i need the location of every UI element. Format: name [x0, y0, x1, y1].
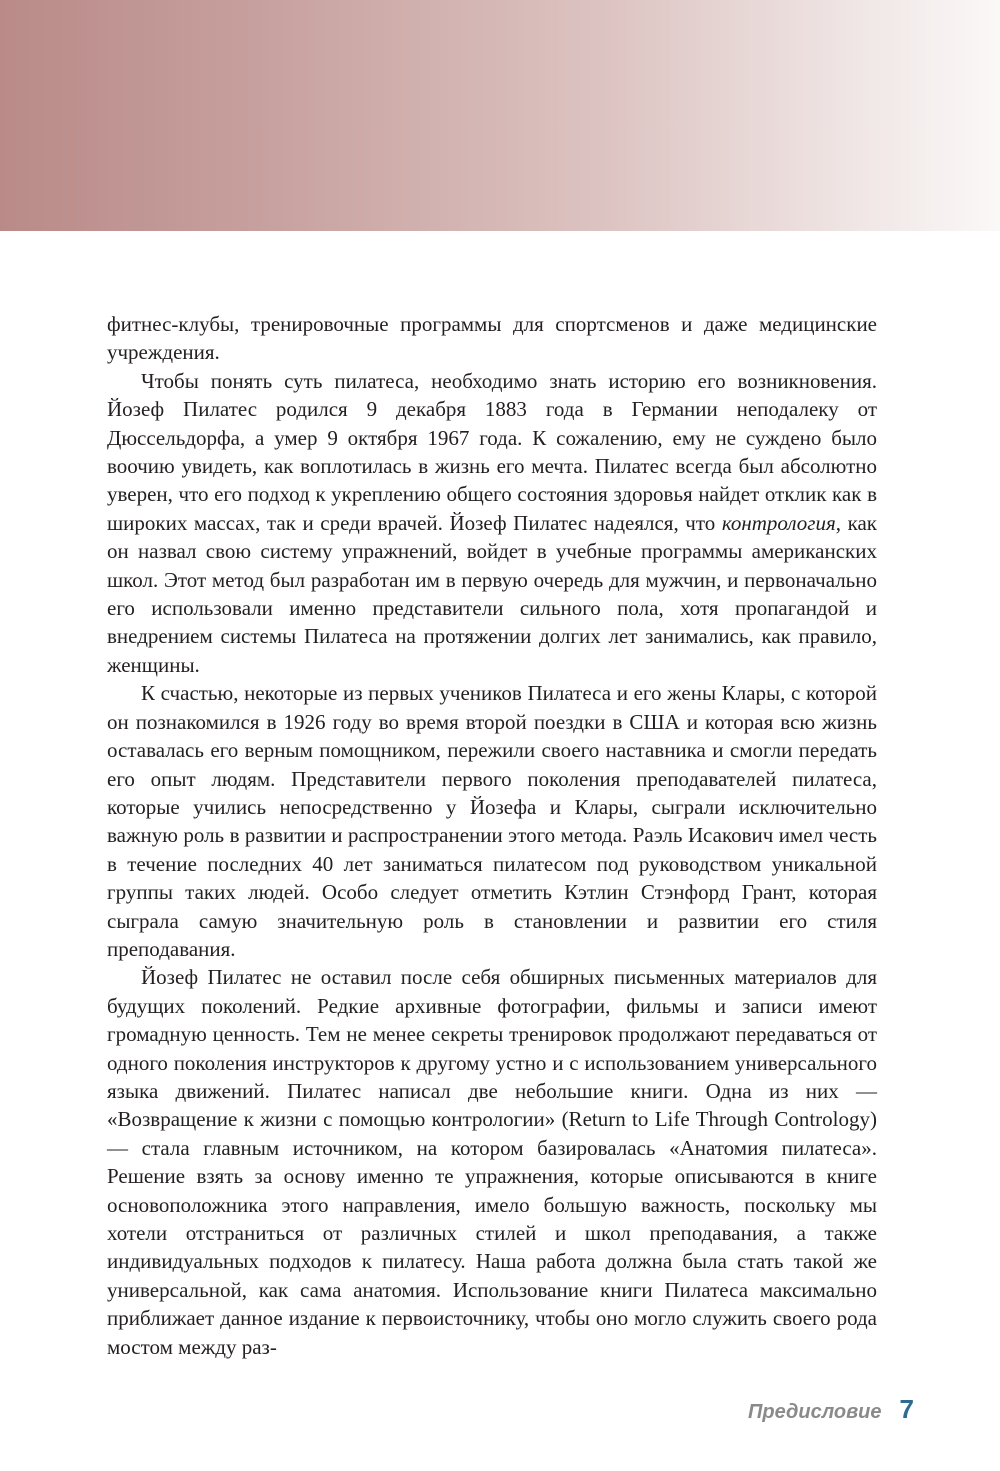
paragraph-2-text-before: Чтобы понять суть пилатеса, необходимо знать историю его возникновения. Йозеф Пилатес родился 9 декабря 1883 года в Германии неподалеку от Дюссельдорфа, а умер 9 октября 1967 года. К сожалению, ему не суждено было воочию увидеть, как воплотилась в жизнь его мечта. Пилатес всегда был абсолютно уверен, что его подход к укреплению общего состояния здоровья найдет отклик как в широких массах, так и среди врачей. Йозеф Пилатес надеялся, что	[107, 368, 877, 535]
page-number: 7	[899, 1394, 914, 1424]
paragraph-3: К счастью, некоторые из первых учеников Пилатеса и его жены Клары, с которой он познакомился в 1926 году во время второй поездки в США и которая всю жизнь оставалась его верным помощником, пережили своего наставника и смогли передать его опыт людям. Представители первого поколения преподавателей пилатеса, которые учились непосредственно у Йозефа и Клары, сыграли исключительно важную роль в развитии и распространении этого метода. Раэль Исакович имел честь в течение последних 40 лет заниматься пилатесом под руководством уникальной группы таких людей. Особо следует отметить Кэтлин Стэнфорд Грант, которая сыграла самую значительную роль в становлении и развитии его стиля преподавания.	[107, 681, 877, 961]
paragraph-2-emphasis: контрология	[721, 510, 836, 535]
paragraph-2	[107, 367, 877, 679]
body-text	[107, 310, 877, 1361]
paragraph-4: Йозеф Пилатес не оставил после себя обширных письменных материалов для будущих поколений. Редкие архивные фотографии, фильмы и записи имеют громадную ценность. Тем не менее секреты тренировок продолжают передаваться от одного поколения инструкторов к другому устно и с использованием универсального языка движений. Пилатес написал две небольшие книги. Одна из них — «Возвращение к жизни с помощью контрологии» (Return to Life Through Contrology) — стала главным источником, на котором базировалась «Анатомия пилатеса». Решение взять за основу именно те упражнения, которые описываются в книге основоположника этого направления, имело большую важность, поскольку мы хотели отстраниться от различных стилей и школ преподавания, а также индивидуальных подходов к пилатесу. Наша работа должна была стать такой же универсальной, как сама анатомия. Использование книги Пилатеса максимально приближает данное издание к первоисточнику, чтобы оно могло служить своего рода мостом между раз-	[107, 965, 877, 1359]
page-footer	[748, 1394, 914, 1425]
paragraph-2-text-after: , как он назвал свою систему упражнений, войдет в учебные программы американских школ. Этот метод был разработан им в первую очередь для мужчин, и первоначально его использовали именно представители сильного пола, хотя пропагандой и внедрением системы Пилатеса на протяжении долгих лет занимались, как правило, женщины.	[107, 510, 877, 677]
paragraph-1: фитнес-клубы, тренировочные программы для спортсменов и даже медицинские учреждения.	[107, 312, 877, 365]
section-title: Предисловие	[748, 1401, 882, 1423]
header-band	[0, 0, 1000, 231]
